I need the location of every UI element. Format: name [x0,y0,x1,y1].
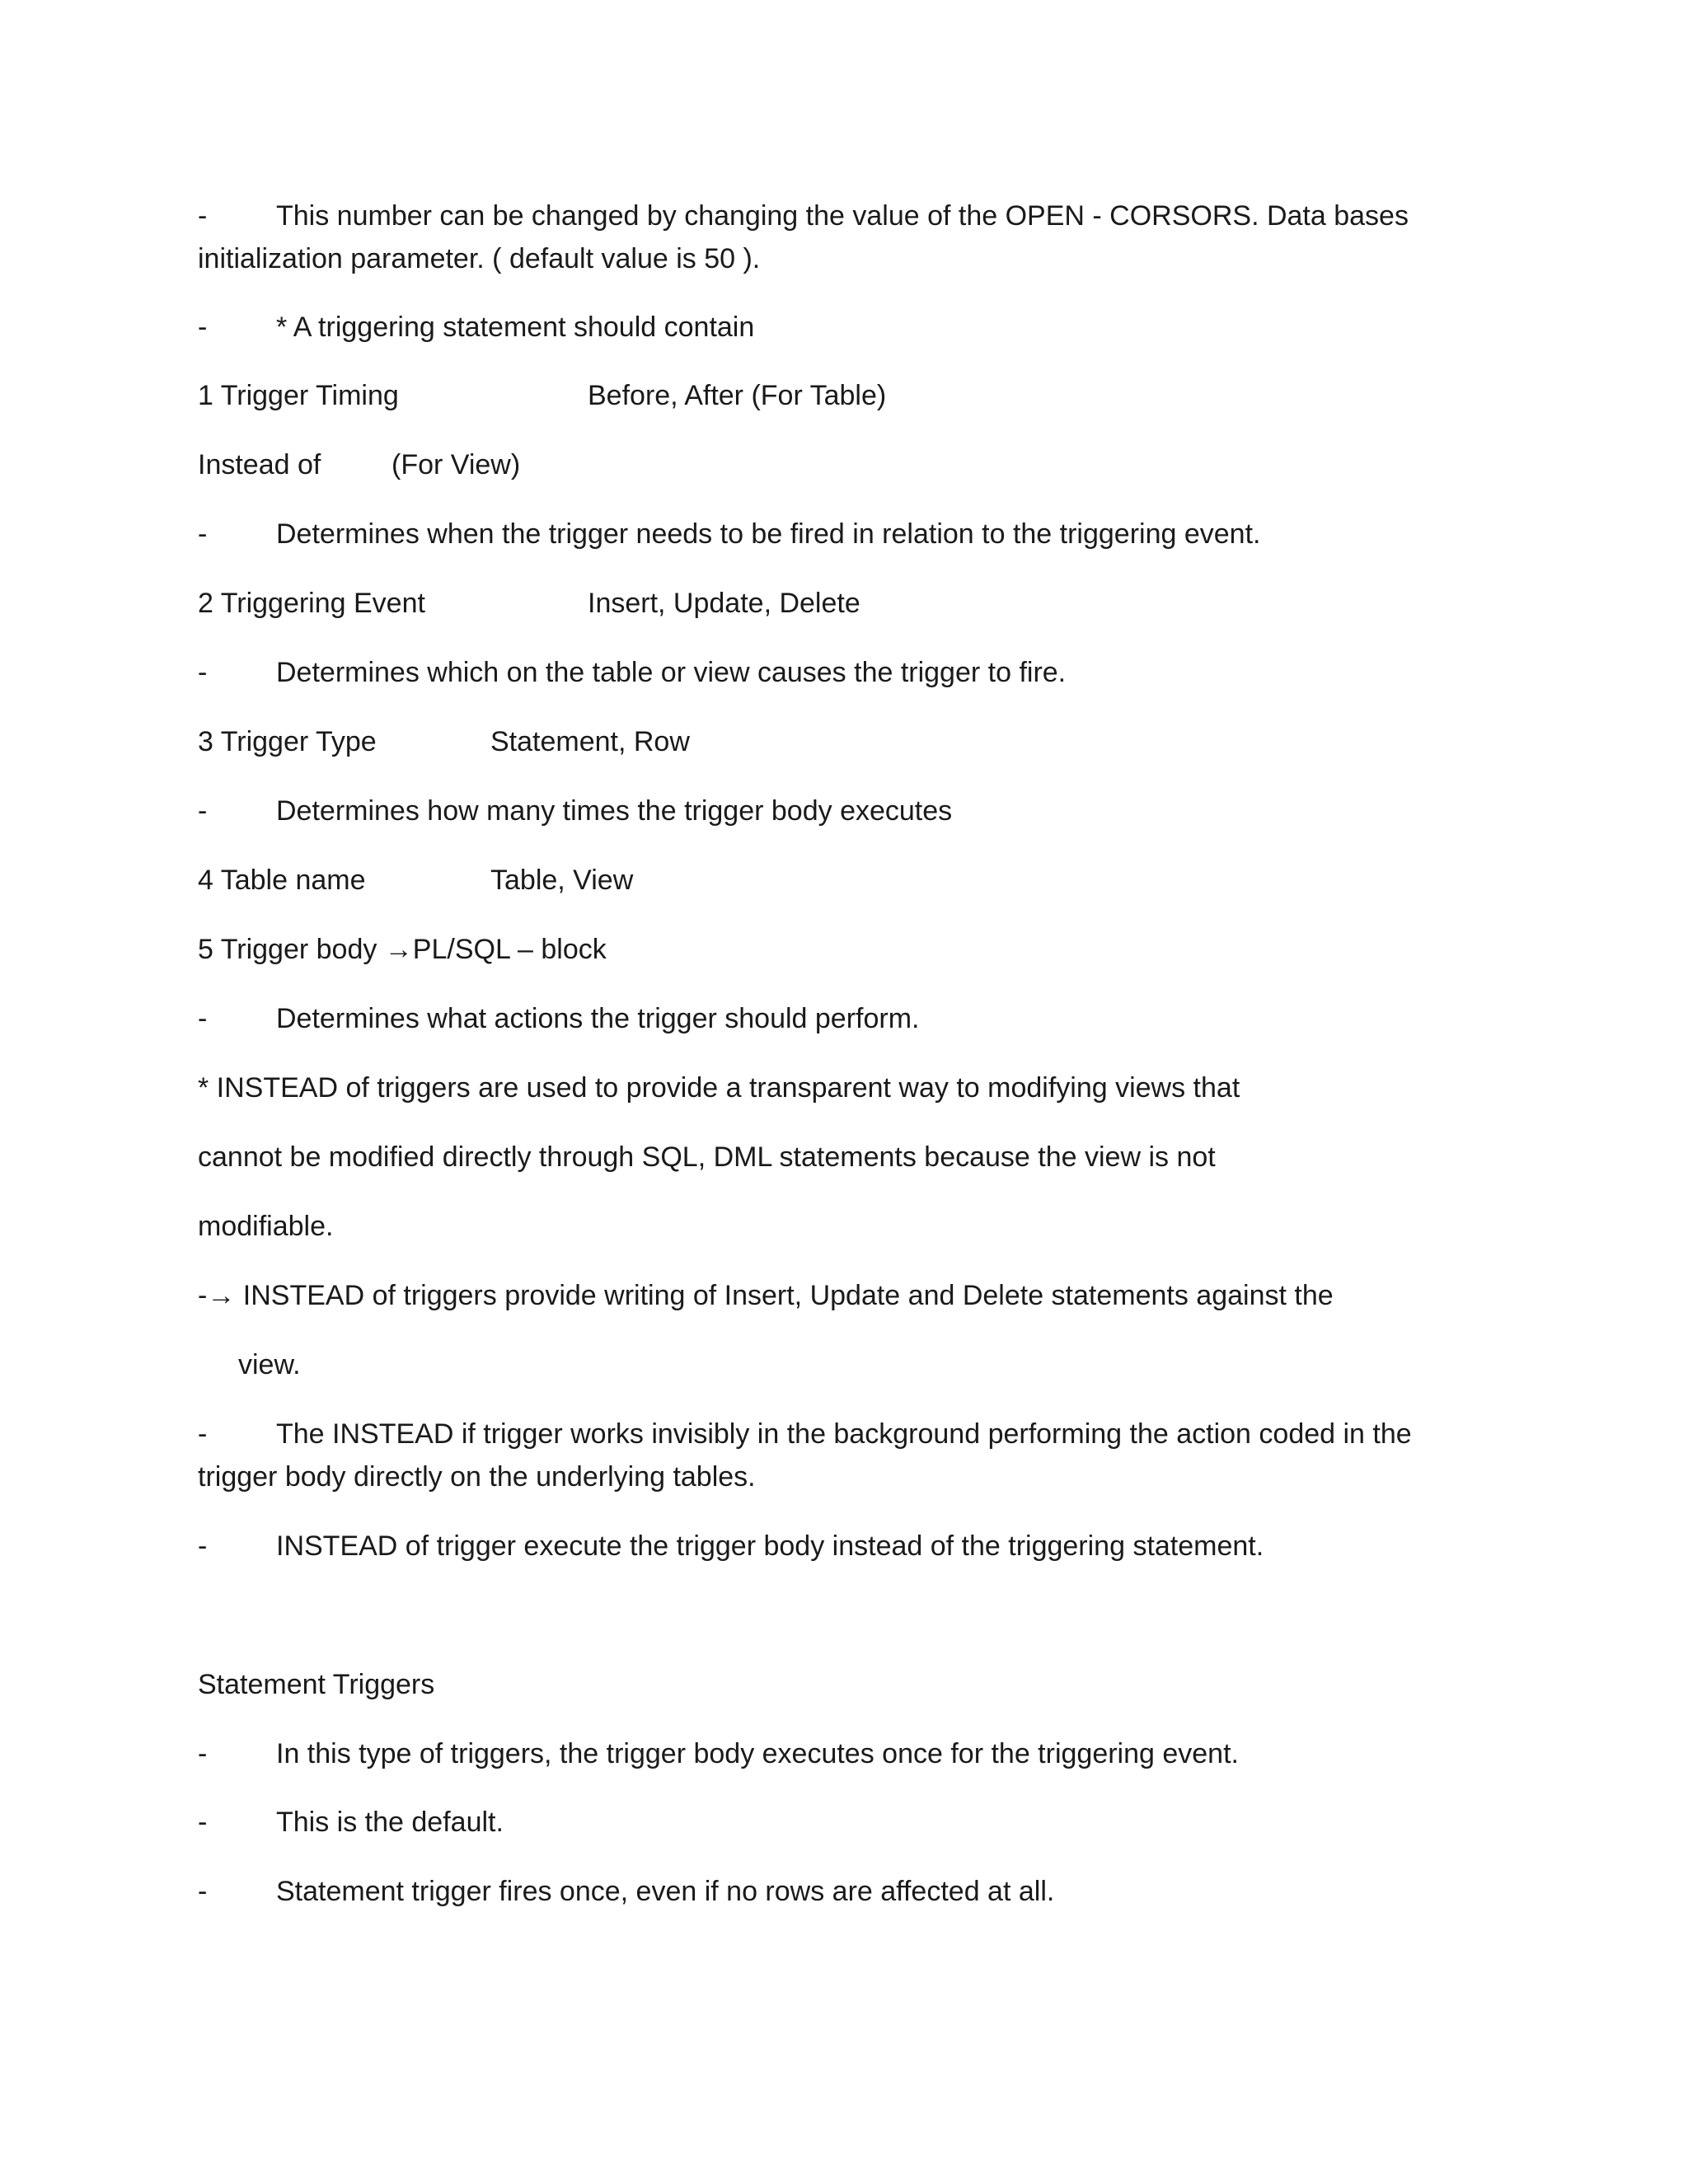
dash-marker: - [198,1738,208,1769]
line-text: Determines what actions the trigger should perform. [276,1003,920,1034]
dash-marker: - [198,1807,208,1838]
text-line [198,1136,1216,1179]
term-line [198,374,887,417]
line-text: The INSTEAD if trigger works invisibly in the background performing the action coded in the [276,1418,1412,1450]
dash-marker: - [198,1003,208,1034]
text-line [198,1274,1334,1317]
term-value: Insert, Update, Delete [588,588,860,619]
line-text: Determines which on the table or view causes the trigger to fire. [276,657,1067,688]
line-text: modifiable. [198,1211,334,1242]
line-text: Statement trigger fires once, even if no rows are affected at all. [276,1876,1055,1907]
term-value: Before, After (For Table) [588,380,887,411]
term-line [198,443,521,486]
line-text: initialization parameter. ( default value is 50 ). [198,243,761,274]
dash-marker: - [198,1418,208,1450]
term-value: Statement, Row [490,726,690,757]
dash-marker: - [198,200,208,232]
dash-marker: - [198,312,208,343]
line-text: cannot be modified directly through SQL, DML statements because the view is not [198,1141,1216,1173]
term-label: 4 Table name [198,865,366,896]
dash-marker: - [198,657,208,688]
line-text: -→ INSTEAD of triggers provide writing of Insert, Update and Delete statements against the [198,1280,1334,1311]
term-value: (For View) [392,449,521,480]
dash-marker: - [198,795,208,827]
line-text: 5 Trigger body →PL/SQL – block [198,934,607,965]
term-label: Instead of [198,449,321,480]
line-text: Determines when the trigger needs to be fired in relation to the triggering event. [276,518,1261,550]
dash-marker: - [198,518,208,550]
text-line [198,237,760,280]
dash-marker: - [198,1876,208,1907]
term-label: 2 Triggering Event [198,588,425,619]
dash-marker: - [198,1530,208,1562]
line-text: Determines how many times the trigger body executes [276,795,953,827]
heading-text: Statement Triggers [198,1669,435,1700]
term-line [198,582,860,625]
term-line [198,720,690,763]
line-text: * A triggering statement should contain [276,312,755,343]
line-text: This is the default. [276,1807,504,1838]
term-label: 3 Trigger Type [198,726,377,757]
line-text: * INSTEAD of triggers are used to provide a transparent way to modifying views that [198,1072,1240,1104]
term-value: Table, View [490,865,634,896]
text-line [198,1066,1240,1109]
section-heading [198,1663,434,1706]
term-line [198,859,634,902]
line-text: INSTEAD of trigger execute the trigger body instead of the triggering statement. [276,1530,1264,1562]
term-label: 1 Trigger Timing [198,380,399,411]
text-line [198,1205,333,1248]
text-line [198,1455,756,1498]
text-line [238,1343,301,1386]
line-text: In this type of triggers, the trigger body executes once for the triggering event. [276,1738,1239,1769]
line-text: view. [238,1349,301,1380]
line-text: trigger body directly on the underlying tables. [198,1461,756,1493]
line-text: This number can be changed by changing the value of the OPEN - CORSORS. Data bases [276,200,1409,232]
text-line [198,928,607,971]
